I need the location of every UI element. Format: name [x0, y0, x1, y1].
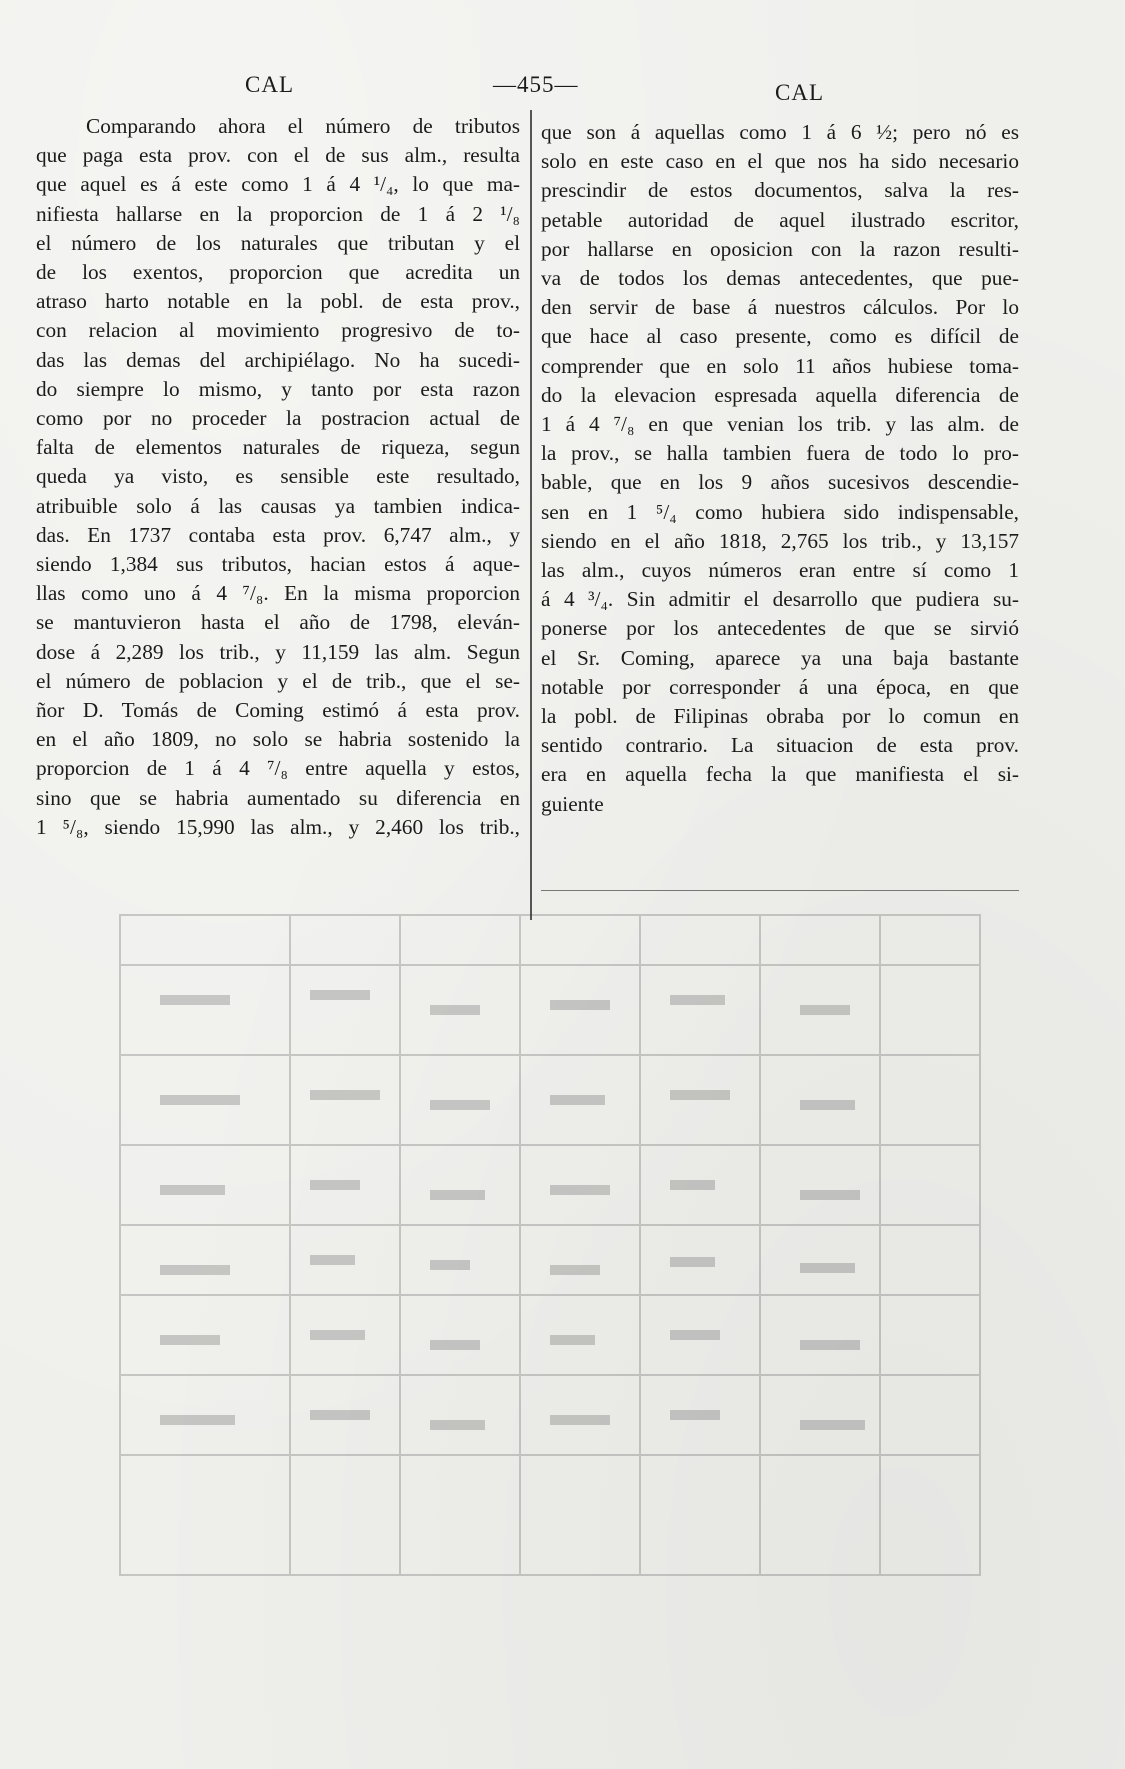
column-divider	[530, 110, 532, 920]
text-line: siendo en el año 1818, 2,765 los trib., y 13,157	[541, 528, 1019, 553]
text-line: como por no proceder la postracion actual de	[36, 406, 520, 431]
text-line: solo en este caso en el que nos ha sido necesario	[541, 149, 1019, 174]
text-line: proporcion de 1 á 4 ⁷/₈ entre aquella y estos,	[36, 756, 520, 781]
text-line: el número de poblacion y el de trib., que el se-	[36, 668, 520, 693]
right-text-column	[541, 118, 1019, 819]
text-line: falta de elementos naturales de riqueza, segun	[36, 435, 520, 460]
text-line: den servir de base á nuestros cálculos. Por lo	[541, 295, 1019, 320]
text-line: la pobl. de Filipinas obraba por lo comun en	[541, 704, 1019, 729]
text-line: ñor D. Tomás de Coming estimó á esta prov.	[36, 698, 520, 723]
text-line: do la elevacion espresada aquella diferencia de	[541, 382, 1019, 407]
text-line: comprender que en solo 11 años hubiese toma-	[541, 353, 1019, 378]
bleed-through-table	[100, 895, 1000, 1595]
bleed-through-grid	[100, 895, 1000, 1595]
text-line: sen en 1 ⁵/₄ como hubiera sido indispensable,	[541, 499, 1019, 524]
running-head-left: CAL	[245, 72, 294, 97]
text-line: ponerse por los antecedentes de que se sirvió	[541, 616, 1019, 641]
text-line: la prov., se halla tambien fuera de todo lo pro-	[541, 441, 1019, 466]
text-line: Comparando ahora el número de tributos	[86, 114, 520, 138]
text-line: do siempre lo mismo, y tanto por esta razon	[36, 376, 520, 401]
text-line: notable por corresponder á una época, en que	[541, 674, 1019, 699]
text-line: se mantuvieron hasta el año de 1798, eleván-	[36, 610, 520, 635]
text-line: petable autoridad de aquel ilustrado escritor,	[541, 207, 1019, 232]
text-line: das. En 1737 contaba esta prov. 6,747 alm., y	[36, 522, 520, 547]
running-head-right: CAL	[775, 80, 824, 105]
text-line: á 4 ³/₄. Sin admitir el desarrollo que pudiera su-	[541, 587, 1019, 612]
text-line: que aquel es á este como 1 á 4 ¹/₄, lo que ma-	[36, 172, 520, 197]
section-rule	[541, 890, 1019, 891]
text-line: 1 á 4 ⁷/₈ en que venian los trib. y las alm. de	[541, 412, 1019, 437]
text-line: 1 ⁵/₈, siendo 15,990 las alm., y 2,460 los trib.,	[36, 814, 520, 839]
text-line: que son á aquellas como 1 á 6 ½; pero nó es	[541, 120, 1019, 144]
text-line: que hace al caso presente, como es difícil de	[541, 324, 1019, 349]
text-line: el número de los naturales que tributan y el	[36, 230, 520, 255]
text-line: que paga esta prov. con el de sus alm., resulta	[36, 143, 520, 168]
page-number: —455—	[493, 72, 579, 97]
text-line: siendo 1,384 sus tributos, hacian estos á aque-	[36, 552, 520, 577]
text-line: atraso harto notable en la pobl. de esta prov.,	[36, 289, 520, 314]
text-line: sentido contrario. La situacion de esta prov.	[541, 733, 1019, 758]
text-line: va de todos los demas antecedentes, que pue-	[541, 266, 1019, 291]
text-line: prescindir de estos documentos, salva la res-	[541, 178, 1019, 203]
text-line: nifiesta hallarse en la proporcion de 1 á 2 ¹/₈	[36, 201, 520, 226]
text-line: dose á 2,289 los trib., y 11,159 las alm. Segun	[36, 639, 520, 664]
text-line: sino que se habria aumentado su diferencia en	[36, 785, 520, 810]
text-line: por hallarse en oposicion con la razon resulti-	[541, 236, 1019, 261]
left-text-column	[36, 112, 520, 842]
text-line: atribuible solo á las causas ya tambien indica-	[36, 493, 520, 518]
text-line: con relacion al movimiento progresivo de to-	[36, 318, 520, 343]
text-line: en el año 1809, no solo se habria sostenido la	[36, 727, 520, 752]
page-header	[0, 72, 1125, 112]
text-line: llas como uno á 4 ⁷/₈. En la misma proporcion	[36, 581, 520, 606]
text-line: bable, que en los 9 años sucesivos descendie-	[541, 470, 1019, 495]
text-line: las alm., cuyos números eran entre sí como 1	[541, 558, 1019, 583]
text-line: el Sr. Coming, aparece ya una baja bastante	[541, 645, 1019, 670]
text-line: das las demas del archipiélago. No ha sucedi-	[36, 347, 520, 372]
text-line: era en aquella fecha la que manifiesta el si-	[541, 762, 1019, 787]
text-line: de los exentos, proporcion que acredita un	[36, 260, 520, 285]
text-line: guiente	[541, 791, 604, 816]
text-line: queda ya visto, es sensible este resultado,	[36, 464, 520, 489]
